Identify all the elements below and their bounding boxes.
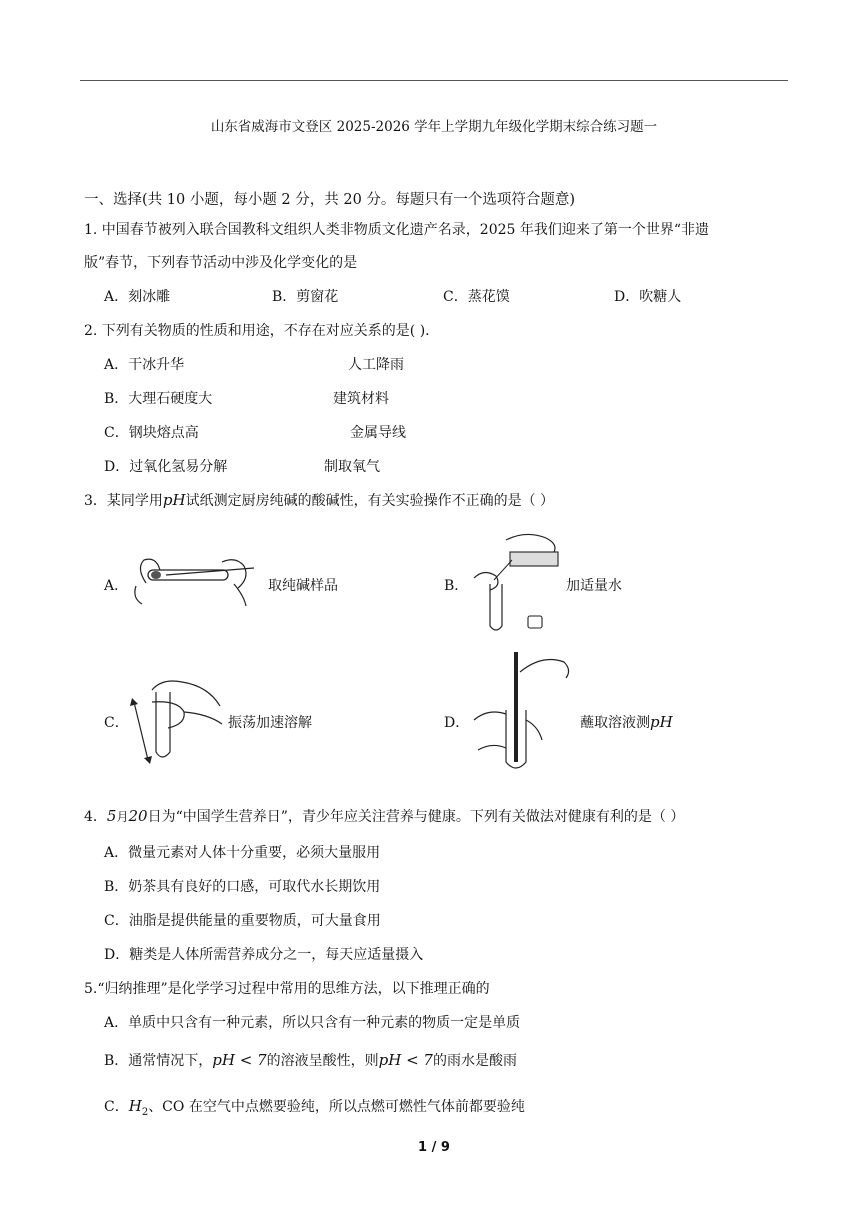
q4-month-char: 月 xyxy=(116,810,129,824)
header-rule xyxy=(80,80,788,81)
page-number: 1 / 9 xyxy=(418,1140,450,1155)
q3-figure-c-shake-tube xyxy=(128,672,228,764)
q5-option-b-math1: pH < 7 xyxy=(212,1051,267,1069)
q4-month: 5 xyxy=(106,807,117,825)
q3-figure-b-pour-water xyxy=(466,530,566,635)
q1-option-a: A．刻冰雕 xyxy=(104,289,171,305)
q3-option-a-letter: A． xyxy=(104,578,129,594)
q2-option-a: A．干冰升华 xyxy=(104,357,185,373)
q5-option-c-h2: H xyxy=(128,1097,142,1115)
document-title: 山东省威海市文登区 2025-2026 学年上学期九年级化学期末综合练习题一 xyxy=(210,119,658,135)
q4-option-c: C．油脂是提供能量的重要物质，可大量食用 xyxy=(104,913,381,929)
q4-option-a: A．微量元素对人体十分重要，必须大量服用 xyxy=(104,845,381,861)
q4-day: 20 xyxy=(128,807,148,825)
q3-stem-part1: 3．某同学用 xyxy=(84,493,163,509)
q5-option-b xyxy=(104,1050,517,1070)
q3-stem-part2: 试纸测定厨房纯碱的酸碱性，有关实验操作不正确的是（ ） xyxy=(185,493,555,509)
q3-option-d-letter: D． xyxy=(444,715,470,731)
q4-option-b: B．奶茶具有良好的口感，可取代水长期饮用 xyxy=(104,879,381,895)
q5-option-b-part3: 的雨水是酸雨 xyxy=(432,1053,517,1069)
q5-option-b-part1: B．通常情况下， xyxy=(104,1053,213,1069)
q3-option-b-caption: 加适量水 xyxy=(566,578,622,594)
q4-number: 4． xyxy=(84,809,107,825)
q1-stem-line1: 1. 中国春节被列入联合国教科文组织人类非物质文化遗产名录，2025 年我们迎来了第一个世界“非遗 xyxy=(84,222,710,238)
q5-stem: 5.“归纳推理”是化学学习过程中常用的思维方法，以下推理正确的 xyxy=(84,981,490,997)
q1-option-c: C．蒸花馍 xyxy=(443,289,510,305)
q3-figure-d-dip-solution xyxy=(468,650,574,775)
q4-stem-text: 日为“中国学生营养日”，青少年应关注营养与健康。下列有关做法对健康有利的是（ ） xyxy=(147,809,685,825)
q2-stem: 2. 下列有关物质的性质和用途，不存在对应关系的是( ). xyxy=(84,323,430,339)
q5-option-a: A．单质中只含有一种元素，所以只含有一种元素的物质一定是单质 xyxy=(104,1015,521,1031)
q3-option-a-caption: 取纯碱样品 xyxy=(268,578,338,594)
q4-option-d: D．糖类是人体所需营养成分之一，每天应适量摄入 xyxy=(104,947,424,963)
q5-option-b-part2: 的溶液呈酸性，则 xyxy=(266,1053,379,1069)
q3-option-c-letter: C． xyxy=(104,715,129,731)
q3-figure-a-test-tube-horizontal xyxy=(126,548,266,608)
q1-option-b: B．剪窗花 xyxy=(272,289,339,305)
q5-option-b-math2: pH < 7 xyxy=(378,1051,433,1069)
q5-option-c-part2: 、CO 在空气中点燃要验纯，所以点燃可燃性气体前都要验纯 xyxy=(148,1099,525,1115)
q3-option-d-caption xyxy=(580,712,673,732)
q1-stem-line2: 版”春节，下列春节活动中涉及化学变化的是 xyxy=(84,255,358,271)
q3-option-d-ph-symbol: pH xyxy=(650,713,673,731)
q3-option-c-caption: 振荡加速溶解 xyxy=(228,715,312,731)
q3-stem xyxy=(84,490,554,510)
q5-option-c-part1: C． xyxy=(104,1099,129,1115)
q3-ph-symbol: pH xyxy=(162,491,186,509)
q3-option-d-caption-text: 蘸取溶液测 xyxy=(580,715,650,731)
section-heading: 一、选择(共 10 小题，每小题 2 分，共 20 分。每题只有一个选项符合题意) xyxy=(84,192,576,208)
q2-option-d: D．过氧化氢易分解 xyxy=(104,459,228,475)
q1-option-d: D．吹糖人 xyxy=(614,289,682,305)
q2-option-a-use: 人工降雨 xyxy=(348,357,404,373)
q5-option-c xyxy=(104,1096,525,1118)
q2-option-c-use: 金属导线 xyxy=(350,425,406,441)
q4-stem xyxy=(84,806,684,826)
q5-option-c-h2-subscript: 2 xyxy=(141,1106,149,1118)
q2-option-c: C．钢块熔点高 xyxy=(104,425,199,441)
q3-option-b-letter: B． xyxy=(444,578,469,594)
q2-option-b: B．大理石硬度大 xyxy=(104,391,213,407)
q2-option-d-use: 制取氧气 xyxy=(324,459,380,475)
q2-option-b-use: 建筑材料 xyxy=(333,391,389,407)
